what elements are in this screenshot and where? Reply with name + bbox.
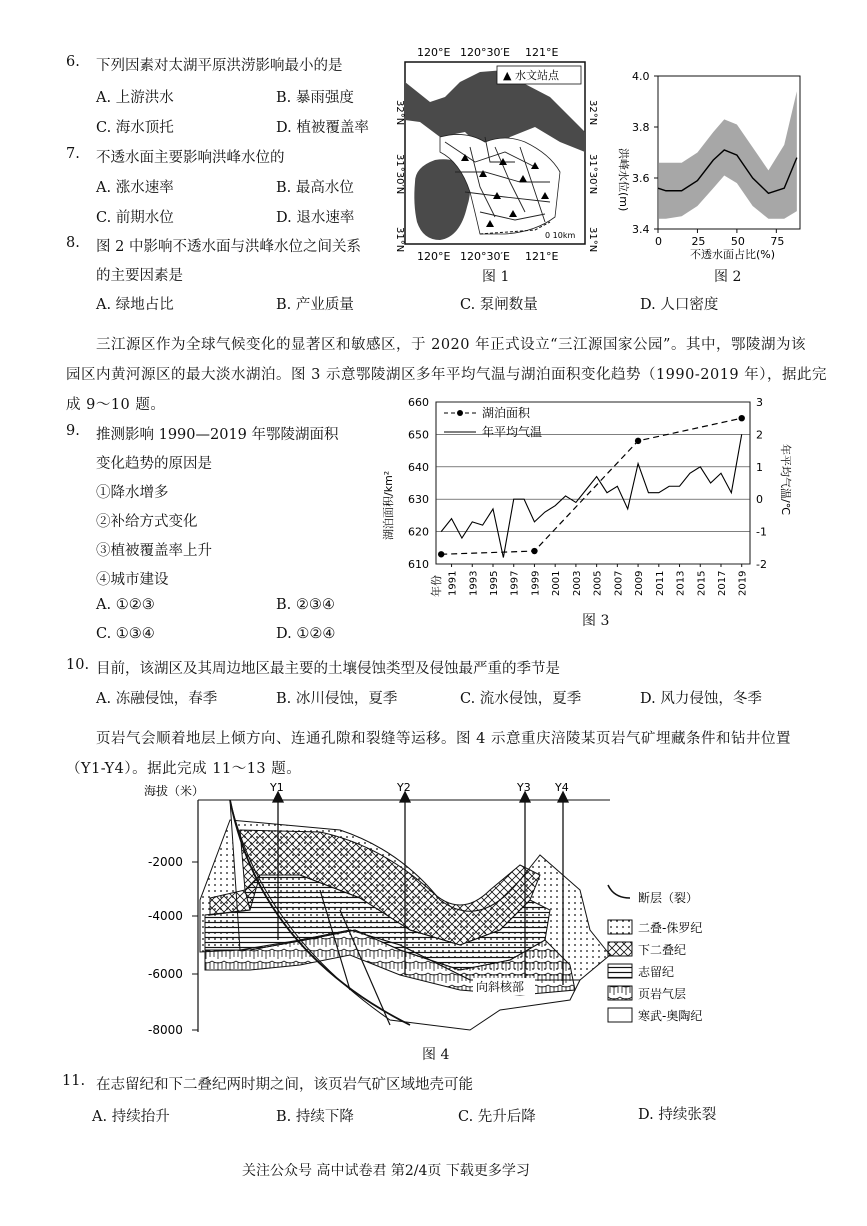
fig4-legend [608, 885, 702, 1023]
fig1-bottom-tick: 120°E [417, 250, 451, 263]
fig3-y2label: 年平均气温/℃ [779, 444, 792, 516]
q7-option-b: B. 最高水位 [276, 180, 354, 196]
passage2-line1: 页岩气会顺着地层上倾方向、连通孔隙和裂缝等运移。图 4 示意重庆涪陵某页岩气矿埋藏条件和钻井位置 [96, 731, 791, 747]
page-footer: 关注公众号 高中试卷君 第2/4页 下载更多学习 [242, 1163, 530, 1179]
fig3-ytick-label: 650 [408, 428, 429, 442]
fig3-xtick-label: 2001 [551, 570, 563, 596]
q6-number: 6. [66, 54, 80, 70]
fig1-right-tick: 32°N [587, 100, 598, 126]
q6-option-d: D. 植被覆盖率 [276, 120, 369, 136]
fig3-ytick-label: 620 [408, 525, 429, 539]
q7-option-d: D. 退水速率 [276, 210, 355, 226]
fig3-legend-temp: 年平均气温 [482, 425, 543, 439]
legend-permian-jurassic: 二叠-侏罗纪 [638, 921, 703, 935]
fig4-ytick: -6000 [148, 967, 183, 981]
fig3-lake-area-point [438, 551, 444, 557]
fig2-ytick-label: 3.6 [632, 172, 650, 185]
fig2-xtick-label: 75 [770, 235, 785, 248]
fig2-xtick-label: 25 [691, 235, 706, 248]
q9-option-a: A. ①②③ [96, 597, 155, 613]
legend-swatch-shale-gas [608, 986, 632, 1000]
fig1-left-tick: 31°30′N [394, 154, 405, 195]
q10-option-b: B. 冰川侵蚀，夏季 [276, 691, 398, 707]
fig1-top-tick: 121°E [525, 46, 559, 59]
fig2-ytick-label: 3.4 [632, 223, 650, 236]
q9-item-4: ④城市建设 [96, 572, 169, 588]
q9-item-2: ②补给方式变化 [96, 514, 198, 530]
fig3-xtick-label: 2019 [737, 570, 749, 596]
fig3-ytick-label: 610 [408, 558, 429, 571]
fig3-y2tick-label: -2 [756, 558, 767, 571]
fig3-y2tick-label: 0 [756, 493, 763, 507]
passage1-line2: 园区内黄河源区的最大淡水湖泊。图 3 示意鄂陵湖区多年平均气温与湖泊面积变化趋势（1990-2019 年），据此完 [66, 367, 828, 383]
fig1-left-tick: 32°N [394, 100, 405, 126]
q10-option-c: C. 流水侵蚀，夏季 [460, 691, 582, 707]
fig1-legend: ▲ 水文站点 [503, 69, 559, 82]
fig1-right-tick: 31°N [587, 227, 598, 253]
q11-option-c: C. 先升后降 [458, 1109, 536, 1125]
q9-option-d: D. ①②④ [276, 626, 336, 642]
legend-silurian: 志留纪 [638, 965, 675, 979]
q8-option-d: D. 人口密度 [640, 297, 719, 313]
q9-item-3: ③植被覆盖率上升 [96, 543, 212, 559]
fig3-legend-area: 湖泊面积 [482, 406, 531, 420]
well-label-y1: Y1 [270, 781, 284, 794]
q8-option-c: C. 泵闸数量 [460, 297, 538, 313]
q11-number: 11. [62, 1073, 86, 1089]
fig3-y2tick-label: 1 [756, 460, 763, 474]
figure4-caption: 图 4 [422, 1047, 450, 1063]
fig3-xlabel: 年份 [430, 575, 443, 597]
fig3-ylabel: 湖泊面积/km² [382, 470, 395, 540]
syncline-core-label: 向斜核部 [476, 980, 525, 994]
fig2-xlabel: 不透水面占比(%) [690, 248, 776, 261]
well-label-y2: Y2 [397, 781, 411, 794]
q8-option-a: A. 绿地占比 [96, 297, 174, 313]
q8-number: 8. [66, 235, 80, 251]
legend-fault-icon [608, 885, 630, 898]
q7-option-a: A. 涨水速率 [96, 180, 174, 196]
fig2-ytick-label: 3.8 [632, 121, 650, 134]
fig3-xtick-label: 1995 [488, 570, 500, 596]
figure2-chart [610, 66, 810, 266]
fig1-bottom-tick: 121°E [525, 250, 559, 263]
legend-cambrian-ordovician: 寒武-奥陶纪 [638, 1009, 703, 1023]
fig1-right-tick: 31°30′N [587, 154, 598, 195]
q8-stem-line2: 的主要因素是 [96, 268, 183, 284]
fig1-scale: 0 10km [545, 231, 576, 240]
fig3-xtick-label: 1991 [447, 570, 459, 596]
q11-option-b: B. 持续下降 [276, 1109, 354, 1125]
fig3-y2tick-label: 3 [756, 396, 763, 409]
fig3-legend-dot [457, 410, 463, 416]
q11-option-a: A. 持续抬升 [92, 1109, 170, 1125]
fig3-xtick-label: 2009 [634, 570, 646, 596]
passage2-line2: （Y1-Y4）。据此完成 11～13 题。 [66, 761, 302, 777]
q9-stem-line1: 推测影响 1990—2019 年鄂陵湖面积 [96, 427, 339, 443]
fig3-xtick-label: 2003 [571, 570, 583, 596]
fig3-ytick-label: 660 [408, 396, 429, 409]
q6-option-b: B. 暴雨强度 [276, 90, 354, 106]
passage1-line1: 三江源区作为全球气候变化的显著区和敏感区，于 2020 年正式设立“三江源国家公园”。其中，鄂陵湖为该 [96, 337, 806, 353]
q7-number: 7. [66, 146, 80, 162]
fig3-ytick-label: 640 [408, 460, 429, 474]
fig1-left-tick: 31°N [394, 227, 405, 253]
fig3-xtick-label: 2013 [675, 570, 687, 596]
q10-option-d: D. 风力侵蚀，冬季 [640, 691, 762, 707]
q11-option-d: D. 持续张裂 [638, 1107, 717, 1123]
fig3-xtick-label: 2005 [592, 570, 604, 596]
fig1-top-tick: 120°30′E [460, 46, 510, 59]
figure3-chart [378, 392, 798, 607]
fig3-xtick-label: 2011 [654, 570, 666, 596]
fig3-xtick-label: 2007 [613, 570, 625, 596]
fig2-ytick-label: 4.0 [632, 70, 650, 83]
legend-swatch-silurian [608, 964, 632, 978]
fig3-y2tick-label: 2 [756, 428, 763, 442]
fig3-lake-area-point [531, 548, 537, 554]
legend-shale-gas: 页岩气层 [638, 987, 687, 1001]
fig1-bottom-tick: 120°30′E [460, 250, 510, 263]
q9-item-1: ①降水增多 [96, 485, 169, 501]
passage1-line3: 成 9～10 题。 [66, 397, 166, 413]
q6-option-a: A. 上游洪水 [96, 90, 174, 106]
fig3-xtick-label: 1993 [468, 570, 480, 596]
fig3-xtick-label: 1999 [530, 570, 542, 596]
q9-stem-line2: 变化趋势的原因是 [96, 456, 212, 472]
q9-option-c: C. ①③④ [96, 626, 155, 642]
well-label-y3: Y3 [517, 781, 531, 794]
fig1-top-tick: 120°E [417, 46, 451, 59]
figure1-caption: 图 1 [482, 269, 510, 285]
fig4-ylabel: 海拔（米） [144, 784, 205, 798]
fig3-y2tick-label: -1 [756, 525, 767, 539]
q6-stem: 下列因素对太湖平原洪涝影响最小的是 [96, 58, 343, 74]
q8-stem-line1: 图 2 中影响不透水面与洪峰水位之间关系 [96, 239, 361, 255]
figure2-caption: 图 2 [714, 269, 742, 285]
figure3-caption: 图 3 [582, 613, 610, 629]
fig3-xtick-label: 1997 [509, 570, 521, 596]
fig2-xtick-label: 50 [730, 235, 745, 248]
q8-option-b: B. 产业质量 [276, 297, 354, 313]
q7-stem: 不透水面主要影响洪峰水位的 [96, 150, 285, 166]
legend-swatch-permian-jurassic [608, 920, 632, 934]
fig3-lake-area-point [635, 438, 641, 444]
legend-fault: 断层（裂） [638, 891, 699, 905]
q11-stem: 在志留纪和下二叠纪两时期之间，该页岩气矿区域地壳可能 [96, 1077, 473, 1093]
fig4-ytick: -8000 [148, 1023, 183, 1037]
q7-option-c: C. 前期水位 [96, 210, 174, 226]
fig2-ylabel: 洪峰水位(m) [617, 148, 630, 212]
figure1-map [385, 42, 610, 292]
q9-number: 9. [66, 423, 80, 439]
q10-number: 10. [66, 657, 90, 673]
fig3-ytick-label: 630 [408, 493, 429, 507]
well-label-y4: Y4 [555, 781, 569, 794]
fig3-lake-area-point [739, 415, 745, 421]
fig4-ytick: -2000 [148, 855, 183, 869]
fig3-xtick-label: 2017 [716, 570, 728, 596]
fig4-ytick: -4000 [148, 909, 183, 923]
legend-lower-permian: 下二叠纪 [638, 943, 687, 957]
q10-option-a: A. 冻融侵蚀，春季 [96, 691, 218, 707]
legend-swatch-lower-permian [608, 942, 632, 956]
figure4-section [140, 780, 720, 1045]
q6-option-c: C. 海水顶托 [96, 120, 174, 136]
q9-option-b: B. ②③④ [276, 597, 335, 613]
q10-stem: 目前，该湖区及其周边地区最主要的土壤侵蚀类型及侵蚀最严重的季节是 [96, 661, 560, 677]
fig3-xtick-label: 2015 [696, 570, 708, 596]
fig2-xtick-label: 0 [655, 235, 662, 248]
legend-swatch-cambrian-ordovician [608, 1008, 632, 1022]
